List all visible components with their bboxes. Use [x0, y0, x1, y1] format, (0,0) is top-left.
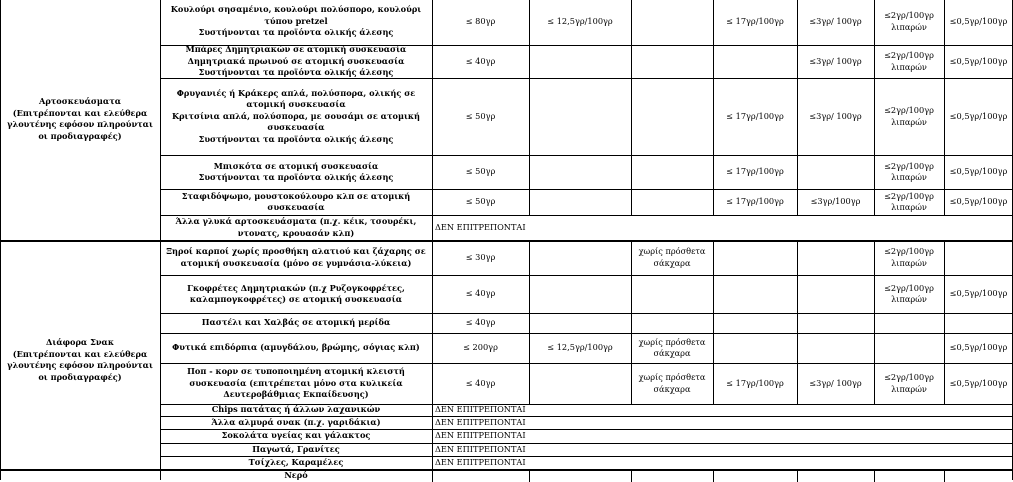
row-divider — [160, 333, 1013, 334]
product-name: Ξηροί καρποί χωρίς προσθήκη αλατιού και ζάχαρης σε ατομική συσκευασία (μόνο σε γυμνάσια-λύκεια) — [166, 246, 426, 268]
product-name: Σταφιδόψωμο, μουστοκούλουρο κλπ σε ατομική συσκευασία — [181, 190, 411, 212]
criterion-cell: ≤ 17γρ/100γρ — [726, 15, 784, 26]
row-divider — [160, 363, 1013, 364]
cell-divider — [432, 404, 433, 416]
product-name: Φυτικά επιδόρπια (αμυγδάλου, βρώμης, σόγιας κλπ) — [172, 342, 420, 353]
criterion-cell: ≤2γρ/100γρ λιπαρών — [884, 246, 934, 268]
cell-divider — [874, 469, 875, 482]
cell-divider — [529, 313, 530, 333]
row-divider — [160, 155, 1013, 156]
cell-divider — [797, 469, 798, 482]
group-separator — [0, 469, 1013, 471]
criterion-cell: ≤ 50γρ — [465, 196, 496, 207]
cell-divider — [529, 240, 530, 275]
criterion-cell: ≤3γρ/ 100γρ — [809, 55, 862, 66]
cell-divider — [631, 0, 632, 45]
cell-divider — [713, 313, 714, 333]
not-permitted-note: ΔΕΝ ΕΠΙΤΡΕΠΟΝΤΑΙ — [435, 416, 526, 427]
category-name: Διάφορα Σνακ (Επιτρέπονται και ελεύθερα γλουτένης εφόσον πληρούνται οι προδιαγραφές) — [7, 337, 153, 382]
product-name: Τσίχλες, Καραμέλες — [248, 456, 344, 467]
criterion-cell: ≤3γρ/ 100γρ — [809, 377, 862, 388]
cell-divider — [713, 333, 714, 363]
criterion-cell: ≤2γρ/100γρ λιπαρών — [884, 282, 934, 304]
criterion-cell: ≤2γρ/100γρ λιπαρών — [884, 190, 934, 212]
cell-divider — [631, 45, 632, 78]
cell-divider — [874, 313, 875, 333]
product-name: Παστέλι και Χαλβάς σε ατομική μερίδα — [201, 317, 391, 328]
product-name: Μπισκότα σε ατομική συσκευασία Συστήνονται τα προϊόντα ολικής άλεσης — [198, 160, 394, 182]
criterion-cell: ≤ 50γρ — [465, 110, 496, 121]
row-divider — [160, 313, 1013, 314]
cell-divider — [529, 363, 530, 404]
criterion-cell: ≤ 200γρ — [463, 342, 498, 353]
cell-divider — [713, 240, 714, 275]
cell-divider — [529, 469, 530, 482]
criterion-cell: χωρίς πρόσθετα σάκχαρα — [638, 246, 706, 268]
criterion-cell: ≤2γρ/100γρ λιπαρών — [884, 50, 934, 72]
cell-divider — [713, 469, 714, 482]
cell-divider — [631, 189, 632, 215]
product-name: Σοκολάτα υγείας και γάλακτος — [221, 430, 371, 441]
criterion-cell: ≤0,5γρ/100γρ — [949, 55, 1008, 66]
product-name: Παγωτά, Γρανίτες — [252, 443, 340, 454]
criterion-cell: χωρίς πρόσθετα σάκχαρα — [638, 336, 706, 358]
criterion-cell: ≤ 12,5γρ/100γρ — [547, 342, 613, 353]
criterion-cell: ≤0,5γρ/100γρ — [949, 377, 1008, 388]
cell-divider — [529, 275, 530, 313]
row-divider — [160, 275, 1013, 276]
cell-divider — [529, 189, 530, 215]
criterion-cell: ≤ 50γρ — [465, 166, 496, 177]
cell-divider — [874, 333, 875, 363]
cell-divider — [529, 45, 530, 78]
cell-divider — [797, 155, 798, 189]
not-permitted-note: ΔΕΝ ΕΠΙΤΡΕΠΟΝΤΑΙ — [435, 456, 526, 467]
criterion-cell: ≤0,5γρ/100γρ — [949, 110, 1008, 121]
group-separator — [0, 240, 1013, 242]
criterion-cell: ≤0,5γρ/100γρ — [949, 342, 1008, 353]
criterion-cell: ≤ 17γρ/100γρ — [726, 166, 784, 177]
product-name: Γκοφρέτες Δημητριακών (π.χ Ρυζογκοφρέτες, καλαμπογκοφρέτες) σε ατομική συσκευασία — [187, 282, 405, 304]
cell-divider — [944, 240, 945, 275]
cell-divider — [631, 78, 632, 155]
cell-divider — [944, 313, 945, 333]
criterion-cell: ≤ 17γρ/100γρ — [726, 377, 784, 388]
product-name: Μπάρες Δημητριακών σε ατομική συσκευασία Δημητριακά πρωινού σε ατομική συσκευασία Συστήνονται τα προϊόντα ολικής άλεσης — [185, 44, 407, 78]
criterion-cell: ≤3γρ/100γρ — [810, 196, 861, 207]
product-name: Νερό — [284, 469, 308, 480]
criterion-cell: ≤ 12,5γρ/100γρ — [547, 15, 613, 26]
cell-divider — [631, 313, 632, 333]
criterion-cell: ≤ 17γρ/100γρ — [726, 196, 784, 207]
criterion-cell: ≤0,5γρ/100γρ — [949, 196, 1008, 207]
criterion-cell: ≤2γρ/100γρ λιπαρών — [884, 372, 934, 394]
category-name: Αρτοσκευάσματα (Επιτρέπονται και ελεύθερα γλουτένης εφόσον πληρούνται οι προδιαγραφές) — [7, 96, 153, 141]
cell-divider — [797, 333, 798, 363]
criterion-cell: χωρίς πρόσθετα σάκχαρα — [638, 372, 706, 394]
cell-divider — [713, 45, 714, 78]
cell-divider — [713, 275, 714, 313]
product-name: Κουλούρι σησαμένιο, κουλούρι πολύσπορο, κουλούρι τύπου pretzel Συστήνονται τα προϊόντα ολικής άλεσης — [170, 4, 422, 38]
criterion-cell: ≤ 40γρ — [465, 317, 496, 328]
cell-divider — [432, 443, 433, 456]
criterion-cell: ≤ 30γρ — [465, 251, 496, 262]
criterion-cell: ≤3γρ/ 100γρ — [809, 15, 862, 26]
not-permitted-note: ΔΕΝ ΕΠΙΤΡΕΠΟΝΤΑΙ — [435, 430, 526, 441]
criterion-cell: ≤ 17γρ/100γρ — [726, 110, 784, 121]
cell-divider — [631, 155, 632, 189]
not-permitted-note: ΔΕΝ ΕΠΙΤΡΕΠΟΝΤΑΙ — [435, 404, 526, 415]
criterion-cell: ≤2γρ/100γρ λιπαρών — [884, 160, 934, 182]
cell-divider — [529, 78, 530, 155]
product-name: Φρυγανιές ή Κράκερς απλά, πολύσπορα, ολικής σε ατομική συσκευασία Κριτσίνια απλά, πολύσπορα, με σουσάμι σε ατομική συσκευασία Συστήνονται τα προϊόντα ολικής άλεσης — [172, 87, 420, 144]
not-permitted-note: ΔΕΝ ΕΠΙΤΡΕΠΟΝΤΑΙ — [435, 443, 526, 454]
criterion-cell: ≤ 40γρ — [465, 377, 496, 388]
criterion-cell: ≤ 40γρ — [465, 288, 496, 299]
criterion-cell: ≤3γρ/ 100γρ — [809, 110, 862, 121]
cell-divider — [944, 469, 945, 482]
cell-divider — [631, 275, 632, 313]
cell-divider — [797, 275, 798, 313]
criterion-cell: ≤ 40γρ — [465, 55, 496, 66]
cell-divider — [432, 456, 433, 469]
cell-divider — [432, 469, 433, 482]
product-name: Chips πατάτας ή άλλων λαχανικών — [211, 404, 381, 415]
cell-divider — [432, 416, 433, 429]
criterion-cell: ≤2γρ/100γρ λιπαρών — [884, 105, 934, 127]
cell-divider — [432, 215, 433, 240]
cell-divider — [797, 240, 798, 275]
product-name: Ποπ - κορν σε τυποποιημένη ατομική κλειστή συσκευασία (επιτρέπεται μόνο στα κυλικεία Δευτεροβάθμιας Εκπαίδευσης) — [187, 366, 405, 400]
cell-divider — [529, 155, 530, 189]
product-name: Άλλα αλμυρά σνακ (π.χ. γαριδάκια) — [211, 416, 381, 427]
cell-divider — [797, 313, 798, 333]
criterion-cell: ≤0,5γρ/100γρ — [949, 166, 1008, 177]
criterion-cell: ≤0,5γρ/100γρ — [949, 15, 1008, 26]
criterion-cell: ≤2γρ/100γρ λιπαρών — [884, 10, 934, 32]
criterion-cell: ≤ 80γρ — [465, 15, 496, 26]
cell-divider — [432, 429, 433, 443]
criterion-cell: ≤0,5γρ/100γρ — [949, 288, 1008, 299]
product-name: Άλλα γλυκά αρτοσκευάσματα (π.χ. κέικ, τσουρέκι, ντονατς, κρουασάν κλπ) — [175, 216, 417, 238]
cell-divider — [631, 469, 632, 482]
row-divider — [160, 78, 1013, 79]
not-permitted-note: ΔΕΝ ΕΠΙΤΡΕΠΟΝΤΑΙ — [435, 221, 526, 232]
